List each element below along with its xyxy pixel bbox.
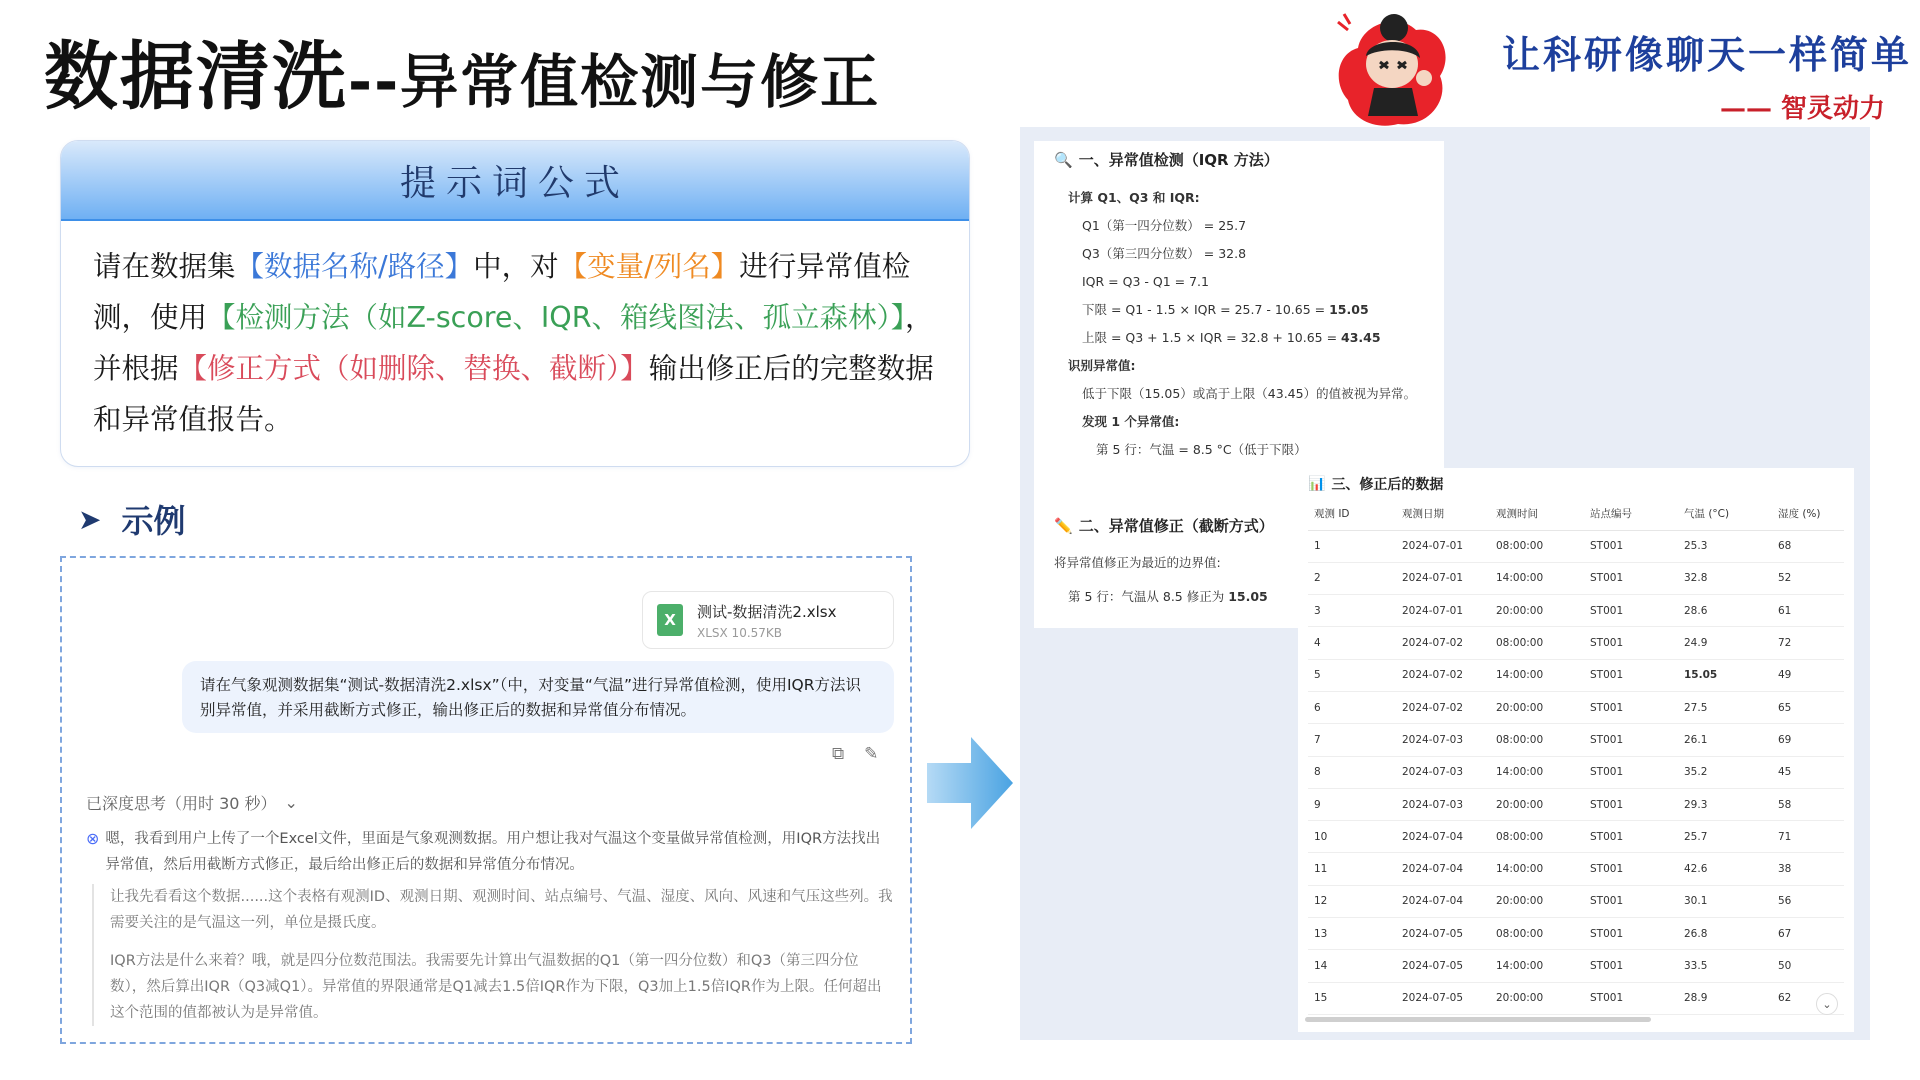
table-cell: 20:00:00 [1496,595,1590,627]
table-cell: 58 [1778,788,1844,820]
fix-section-title [1054,515,1280,536]
table-cell: 2024-07-05 [1402,950,1496,982]
title-main: 数据清洗 [44,34,348,120]
table-cell: 2024-07-02 [1402,627,1496,659]
table-cell: 6 [1308,691,1402,723]
chart-icon: 📊 [1308,476,1326,492]
table-cell: 2024-07-01 [1402,530,1496,562]
magnifier-icon: 🔍 [1054,150,1073,169]
table-cell: 15.05 [1684,659,1778,691]
table-cell: ST001 [1590,853,1684,885]
table-cell: 2024-07-05 [1402,918,1496,950]
table-cell: 67 [1778,918,1844,950]
table-cell: 72 [1778,627,1844,659]
table-cell: 30.1 [1684,885,1778,917]
formula-part-method: 【检测方法（如Z-score、IQR、箱线图法、孤立森林）】 [207,301,906,334]
table-row [1308,853,1844,885]
formula-part-fix: 【修正方式（如删除、替换、截断）】 [178,352,649,385]
page-title [44,18,880,124]
table-cell: ST001 [1590,659,1684,691]
formula-heading: 提示词公式 [399,162,630,204]
table-cell: 25.3 [1684,530,1778,562]
rule-line: 低于下限（15.05）或高于上限（43.45）的值被视为异常。 [1082,386,1417,401]
file-size: XLSX 10.57KB [697,625,783,640]
table-cell: ST001 [1590,562,1684,594]
upper-bound-line [1054,324,1424,352]
corrected-data-table [1308,498,1844,1015]
column-header: 观测时间 [1496,498,1590,530]
column-header: 气温 (°C) [1684,498,1778,530]
formula-part-variable: 【变量/列名】 [558,250,740,283]
message-tools [832,744,878,764]
table-cell: ST001 [1590,756,1684,788]
calc-label: 计算 Q1、Q3 和 IQR: [1068,190,1200,205]
user-message-bubble: 请在气象观测数据集“测试-数据清洗2.xlsx”（中，对变量“气温”进行异常值检测，使用IQR方法识别异常值，并采用截断方式修正，输出修正后的数据和异常值分布情况。 [182,661,894,733]
table-cell: 42.6 [1684,853,1778,885]
edit-icon[interactable]: ✎ [864,744,879,764]
thinking-content [86,826,894,1038]
table-scrollbar[interactable] [1305,1017,1651,1022]
table-cell: 12 [1308,885,1402,917]
prompt-formula-card [60,140,970,467]
table-cell: ST001 [1590,724,1684,756]
fix-desc: 将异常值修正为最近的边界值: [1054,555,1221,570]
table-cell: 14 [1308,950,1402,982]
fix-detail-prefix: 第 5 行：气温从 8.5 修正为 [1068,589,1229,604]
iqr-line: IQR = Q3 - Q1 = 7.1 [1082,274,1209,289]
table-cell: ST001 [1590,788,1684,820]
table-cell: 20:00:00 [1496,885,1590,917]
table-cell: 3 [1308,595,1402,627]
formula-part-1: 请在数据集 [93,250,236,283]
table-cell: 14:00:00 [1496,562,1590,594]
table-cell: 28.9 [1684,982,1778,1014]
formula-part-3: 中，对 [473,250,559,283]
table-row [1308,788,1844,820]
table-cell: 29.3 [1684,788,1778,820]
table-row [1308,659,1844,691]
identify-label: 识别异常值: [1068,358,1136,373]
table-row [1308,982,1844,1014]
table-cell: ST001 [1590,821,1684,853]
table-cell: 5 [1308,659,1402,691]
fix-panel [1034,507,1300,627]
table-cell: 2 [1308,562,1402,594]
table-cell: 7 [1308,724,1402,756]
table-cell: ST001 [1590,691,1684,723]
table-cell: 62 [1778,982,1844,1014]
table-cell: 15 [1308,982,1402,1014]
file-meta [697,601,836,640]
fix-detail-value: 15.05 [1228,589,1268,604]
table-cell: 27.5 [1684,691,1778,723]
table-cell: 14:00:00 [1496,853,1590,885]
table-cell: 2024-07-04 [1402,821,1496,853]
column-header: 站点编号 [1590,498,1684,530]
table-row [1308,724,1844,756]
formula-part-dataset: 【数据名称/路径】 [235,250,474,283]
file-attachment[interactable] [642,591,894,649]
table-cell: 10 [1308,821,1402,853]
table-row [1308,821,1844,853]
table-cell: 2024-07-04 [1402,853,1496,885]
table-cell: 1 [1308,530,1402,562]
table-cell: 52 [1778,562,1844,594]
file-name: 测试-数据清洗2.xlsx [697,602,837,621]
deep-think-toggle[interactable] [86,791,298,814]
table-cell: 20:00:00 [1496,982,1590,1014]
deepthink-icon: ⊗ [86,829,100,848]
think-first-text: 嗯，我看到用户上传了一个Excel文件，里面是气象观测数据。用户想让我对气温这个变量做异常值检测，用IQR方法找出异常值，然后用截断方式修正，最后给出修正后的数据和异常值分布情况。 [105,831,881,873]
table-cell: 2024-07-03 [1402,756,1496,788]
table-cell: 56 [1778,885,1844,917]
table-cell: 11 [1308,853,1402,885]
slogan-signature: —— 智灵动力 [1720,94,1886,124]
scroll-down-button[interactable]: ⌄ [1816,993,1838,1015]
table-cell: 14:00:00 [1496,659,1590,691]
chevron-down-icon: ⌄ [284,793,298,812]
table-cell: 9 [1308,788,1402,820]
table-cell: 2024-07-02 [1402,659,1496,691]
table-cell: 4 [1308,627,1402,659]
think-header: 已深度思考（用时 30 秒） [86,794,277,813]
table-cell: 2024-07-01 [1402,562,1496,594]
found-line: 发现 1 个异常值: [1082,414,1180,429]
table-cell: 24.9 [1684,627,1778,659]
table-cell: 38 [1778,853,1844,885]
table-cell: 2024-07-03 [1402,724,1496,756]
found-detail-line: 第 5 行：气温 = 8.5 °C（低于下限） [1096,442,1307,457]
table-cell: 2024-07-01 [1402,595,1496,627]
lower-text: 下限 = Q1 - 1.5 × IQR = 25.7 - 10.65 = [1082,302,1330,317]
pencil-icon: ✏️ [1054,516,1073,535]
lower-bound-line [1054,296,1424,324]
table-cell: 08:00:00 [1496,724,1590,756]
copy-icon[interactable]: ⧉ [832,744,845,764]
example-label: 示例 [121,502,186,540]
formula-header [61,141,969,221]
table-cell: ST001 [1590,982,1684,1014]
table-cell: 25.7 [1684,821,1778,853]
fix-detail [1054,580,1280,614]
think-paragraph-3: IQR方法是什么来着？哦，就是四分位数范围法。我需要先计算出气温数据的Q1（第一四分位数）和Q3（第三四分位数），然后算出IQR（Q3减Q1）。异常值的界限通常是Q1减去1.5倍IQR作为下限，Q3加上1.5倍IQR作为上限。任何超出这个范围的值都被认为是异常值。 [110,953,882,1021]
table-cell: ST001 [1590,950,1684,982]
table-cell: ST001 [1590,530,1684,562]
table-cell: 08:00:00 [1496,918,1590,950]
table-header-row [1308,498,1844,530]
table-row [1308,756,1844,788]
table-cell: 08:00:00 [1496,627,1590,659]
table-row [1308,627,1844,659]
table-row [1308,530,1844,562]
table-section-title [1308,474,1844,494]
column-header: 湿度 (%) [1778,498,1844,530]
upper-text: 上限 = Q3 + 1.5 × IQR = 32.8 + 10.65 = [1082,330,1342,345]
table-cell: ST001 [1590,595,1684,627]
table-row [1308,595,1844,627]
q3-line: Q3（第三四分位数） = 32.8 [1082,246,1247,261]
table-cell: 20:00:00 [1496,788,1590,820]
formula-text [61,221,969,445]
title-sub: --异常值检测与修正 [348,48,881,116]
corrected-data-panel [1298,468,1854,1032]
table-cell: 32.8 [1684,562,1778,594]
thinking-rest [92,884,894,1026]
slogan: 让科研像聊天一样简单 [1502,32,1913,77]
table-cell: 26.1 [1684,724,1778,756]
table-cell: 65 [1778,691,1844,723]
table-row [1308,691,1844,723]
table-cell: 14:00:00 [1496,950,1590,982]
formula-part-9: 输出修正后的完整数据和异常值报告。 [93,352,934,436]
table-cell: 08:00:00 [1496,530,1590,562]
table-cell: 28.6 [1684,595,1778,627]
table-cell: 20:00:00 [1496,691,1590,723]
mascot-logo [1328,4,1458,130]
detect-title: 一、异常值检测（IQR 方法） [1078,151,1279,169]
big-arrow-right-icon [927,737,1013,829]
think-paragraph-2: 让我先看看这个数据......这个表格有观测ID、观测日期、观测时间、站点编号、气温、湿度、风向、风速和气压这些列。我需要关注的是气温这一列，单位是摄氏度。 [110,889,893,931]
upper-value: 43.45 [1341,330,1381,345]
table-cell: 71 [1778,821,1844,853]
chat-example-frame [60,556,912,1044]
excel-file-icon: X [657,604,683,636]
column-header: 观测日期 [1402,498,1496,530]
table-cell: ST001 [1590,885,1684,917]
formula-part-7: ，并根据 [93,301,934,385]
example-heading [78,496,185,542]
table-cell: 33.5 [1684,950,1778,982]
table-row [1308,918,1844,950]
column-header: 观测 ID [1308,498,1402,530]
table-cell: 45 [1778,756,1844,788]
q1-line: Q1（第一四分位数） = 25.7 [1082,218,1247,233]
lower-value: 15.05 [1329,302,1369,317]
table-cell: 2024-07-05 [1402,982,1496,1014]
table-cell: 69 [1778,724,1844,756]
table-row [1308,885,1844,917]
arrow-right-icon: ➤ [78,502,102,536]
table-cell: 26.8 [1684,918,1778,950]
table-cell: 49 [1778,659,1844,691]
table-cell: 8 [1308,756,1402,788]
table-cell: 2024-07-03 [1402,788,1496,820]
fix-title: 二、异常值修正（截断方式） [1078,517,1274,535]
detect-section-title [1054,149,1424,170]
table-row [1308,950,1844,982]
table-title: 三、修正后的数据 [1331,477,1444,493]
table-cell: 13 [1308,918,1402,950]
table-row [1308,562,1844,594]
table-cell: 50 [1778,950,1844,982]
thinking-first-paragraph [86,826,894,878]
table-cell: 35.2 [1684,756,1778,788]
table-cell: 2024-07-04 [1402,885,1496,917]
table-cell: 2024-07-02 [1402,691,1496,723]
table-cell: ST001 [1590,918,1684,950]
table-cell: 68 [1778,530,1844,562]
table-cell: 08:00:00 [1496,821,1590,853]
formula-part-5: 进行异常值检测，使用 [93,250,911,334]
table-cell: ST001 [1590,627,1684,659]
table-cell: 61 [1778,595,1844,627]
table-cell: 14:00:00 [1496,756,1590,788]
